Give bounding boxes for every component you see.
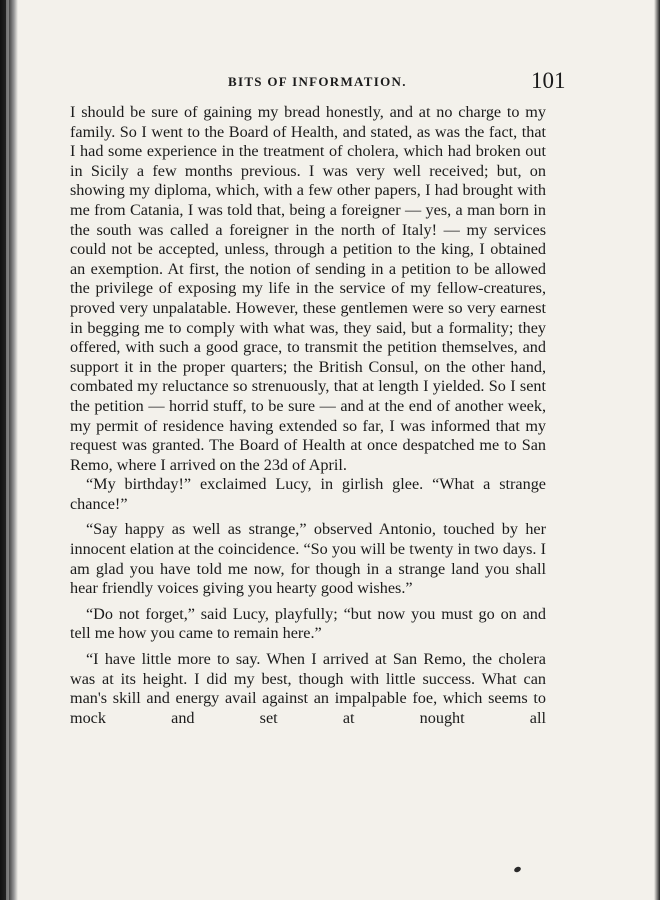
page-edge-shadow [654, 0, 660, 900]
binding-highlight [6, 0, 9, 900]
running-head: BITS OF INFORMATION. [228, 74, 407, 89]
page-number: 101 [531, 68, 566, 93]
paragraph-lucy-playful: “Do not forget,” said Lucy, playfully; “but now you must go on and tell me how you came to remain here.” [70, 604, 546, 643]
ink-speck [513, 866, 521, 873]
body-text [70, 103, 546, 728]
page-header [0, 62, 660, 96]
book-binding-shadow [0, 0, 18, 900]
paragraph-lucy-birthday: “My birthday!” exclaimed Lucy, in girlish glee. “What a strange chance!” [70, 475, 546, 513]
paragraph-antonio-reply: “Say happy as well as strange,” observed Antonio, touched by her innocent elation at the coincidence. “So you will be twenty in two days. I am glad you have told me now, for though in a strange land you shall hear friendly voices giving you hearty good wishes.” [70, 520, 546, 598]
paragraph-board-of-health: I should be sure of gaining my bread honestly, and at no charge to my family. So I went to the Board of Health, and stated, as was the fact, that I had some experience in the treatment of cholera, which had broken out in Sicily a few months previous. I was very well received; but, on showing my diploma, which, with a few other papers, I had brought with me from Catania, I was told that, being a foreigner — yes, a man born in the south was called a foreigner in the north of Italy! — my services could not be accepted, unless, through a petition to the king, I obtained an exemption. At first, the notion of sending in a petition to be allowed the privilege of exposing my life in the service of my fellow-creatures, proved very unpalatable. However, these gentlemen were so very earnest in begging me to comply with what was, they said, but a formality; they offered, with such a good grace, to transmit the petition themselves, and support it in the proper quarters; the British Consul, on the other hand, combated my reluctance so strenuously, that at length I yielded. So I sent the petition — horrid stuff, to be sure — and at the end of another week, my permit of residence having extended so far, I was informed that my request was granted. The Board of Health at once despatched me to San Remo, where I arrived on the 23d of April. [70, 103, 546, 474]
paragraph-cholera: “I have little more to say. When I arrived at San Remo, the cholera was at its height. I did my best, though with little success. What can man's skill and energy avail against an impalpable foe, which seems to mock and set at nought all [70, 650, 546, 727]
